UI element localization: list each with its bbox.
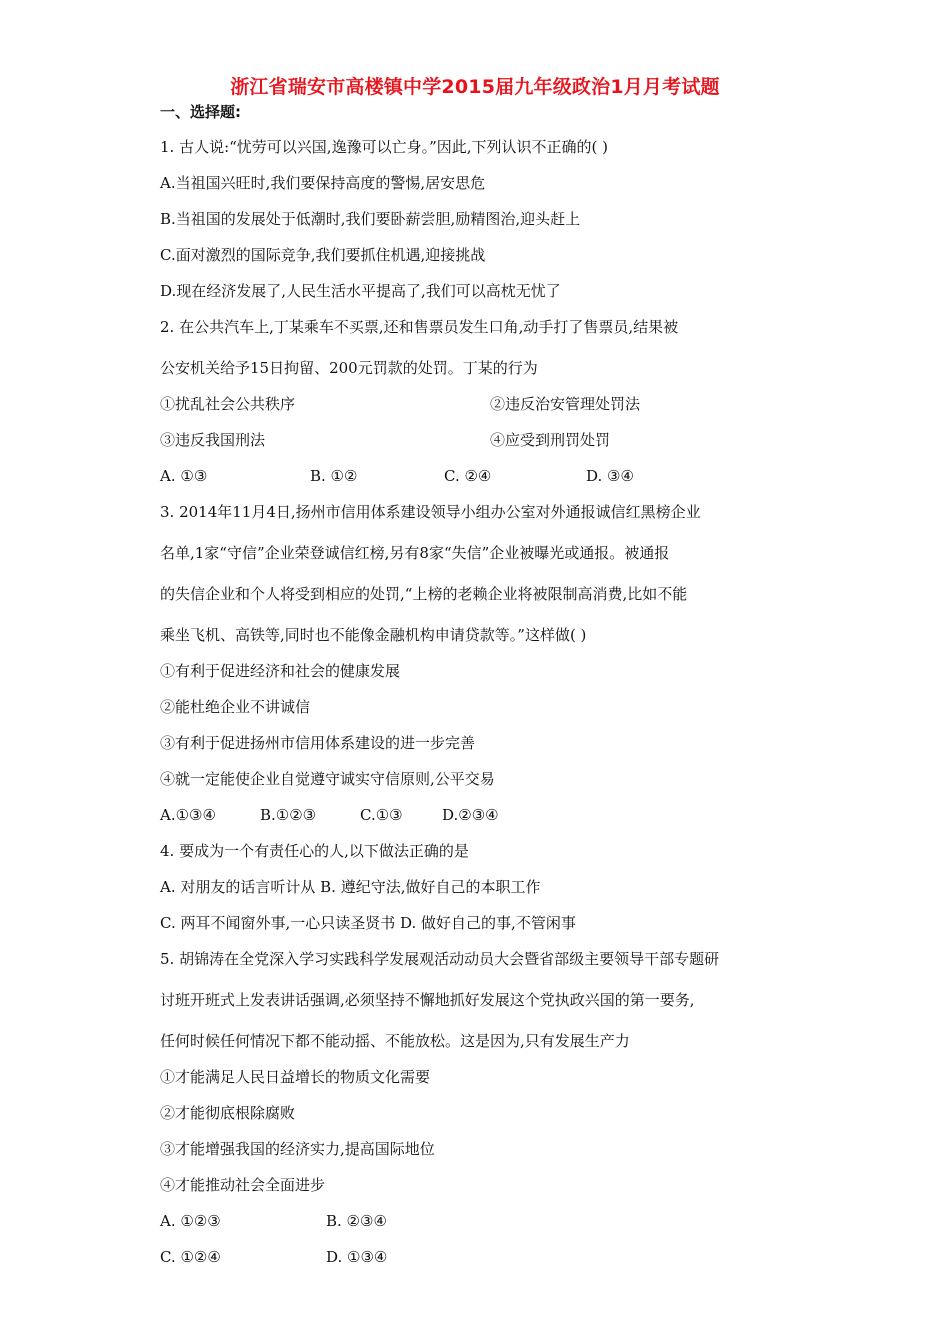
q1-option-d: D.现在经济发展了,人民生活水平提高了,我们可以高枕无忧了 xyxy=(160,282,561,300)
q2-statement-1: ①扰乱社会公共秩序 xyxy=(160,395,296,413)
q2-statement-4: ④应受到刑罚处罚 xyxy=(490,431,611,449)
q2-options xyxy=(160,466,810,486)
q5-statement-2: ②才能彻底根除腐败 xyxy=(160,1104,296,1122)
q3-option-b: B.①②③ xyxy=(260,806,317,824)
q3-options xyxy=(160,805,810,825)
q5-option-b: B. ②③④ xyxy=(326,1212,387,1230)
q4-options-ab: A. 对朋友的话言听计从 B. 遵纪守法,做好自己的本职工作 xyxy=(160,878,541,896)
q5-option-d: D. ①③④ xyxy=(326,1248,388,1266)
q1-stem: 1. 古人说:“忧劳可以兴国,逸豫可以亡身。”因此,下列认识不正确的( ) xyxy=(160,138,608,156)
q3-option-a: A.①③④ xyxy=(160,806,216,824)
q2-option-c: C. ②④ xyxy=(444,467,492,485)
q3-statement-4: ④就一定能使企业自觉遵守诚实守信原则,公平交易 xyxy=(160,770,495,788)
q5-options-row2 xyxy=(160,1247,810,1267)
q5-option-a: A. ①②③ xyxy=(160,1212,221,1230)
q3-option-c: C.①③ xyxy=(360,806,403,824)
q1-option-c: C.面对激烈的国际竞争,我们要抓住机遇,迎接挑战 xyxy=(160,246,486,264)
q3-statement-2: ②能杜绝企业不讲诚信 xyxy=(160,698,311,716)
page-title: 浙江省瑞安市高楼镇中学2015届九年级政治1月月考试题 xyxy=(230,76,720,98)
q2-stem-line1: 2. 在公共汽车上,丁某乘车不买票,还和售票员发生口角,动手打了售票员,结果被 xyxy=(160,318,679,336)
q3-statement-1: ①有利于促进经济和社会的健康发展 xyxy=(160,662,401,680)
section-heading: 一、选择题: xyxy=(160,103,241,121)
q5-options-row1 xyxy=(160,1211,810,1231)
q2-stem-line2: 公安机关给予15日拘留、200元罚款的处罚。丁某的行为 xyxy=(160,359,538,377)
q5-statement-1: ①才能满足人民日益增长的物质文化需要 xyxy=(160,1068,431,1086)
q2-option-b: B. ①② xyxy=(310,467,358,485)
q5-stem-line3: 任何时候任何情况下都不能动摇、不能放松。这是因为,只有发展生产力 xyxy=(160,1032,630,1050)
q5-option-c: C. ①②④ xyxy=(160,1248,221,1266)
q2-option-a: A. ①③ xyxy=(160,467,208,485)
q3-stem-line4: 乘坐飞机、高铁等,同时也不能像金融机构申请贷款等。”这样做( ) xyxy=(160,626,587,644)
q2-statement-2: ②违反治安管理处罚法 xyxy=(490,395,641,413)
q5-statement-4: ④才能推动社会全面进步 xyxy=(160,1176,326,1194)
q3-stem-line1: 3. 2014年11月4日,扬州市信用体系建设领导小组办公室对外通报诚信红黑榜企业 xyxy=(160,503,701,521)
q2-statement-3: ③违反我国刑法 xyxy=(160,431,266,449)
q4-stem: 4. 要成为一个有责任心的人,以下做法正确的是 xyxy=(160,842,469,860)
q3-option-d: D.②③④ xyxy=(442,806,499,824)
q5-stem-line2: 讨班开班式上发表讲话强调,必须坚持不懈地抓好发展这个党执政兴国的第一要务, xyxy=(160,991,695,1009)
q3-stem-line3: 的失信企业和个人将受到相应的处罚,“上榜的老赖企业将被限制高消费,比如不能 xyxy=(160,585,688,603)
q5-statement-3: ③才能增强我国的经济实力,提高国际地位 xyxy=(160,1140,435,1158)
q4-options-cd: C. 两耳不闻窗外事,一心只读圣贤书 D. 做好自己的事,不管闲事 xyxy=(160,914,576,932)
q3-statement-3: ③有利于促进扬州市信用体系建设的进一步完善 xyxy=(160,734,476,752)
q3-stem-line2: 名单,1家“守信”企业荣登诚信红榜,另有8家“失信”企业被曝光或通报。被通报 xyxy=(160,544,670,562)
q2-option-d: D. ③④ xyxy=(586,467,634,485)
q1-option-b: B.当祖国的发展处于低潮时,我们要卧薪尝胆,励精图治,迎头赶上 xyxy=(160,210,581,228)
q1-option-a: A.当祖国兴旺时,我们要保持高度的警惕,居安思危 xyxy=(160,174,486,192)
q5-stem-line1: 5. 胡锦涛在全党深入学习实践科学发展观活动动员大会暨省部级主要领导干部专题研 xyxy=(160,950,720,968)
